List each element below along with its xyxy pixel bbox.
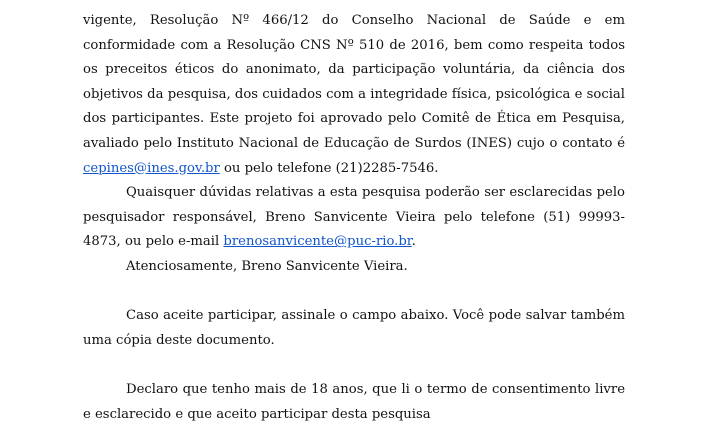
blank-line [83, 280, 625, 305]
consent-declaration: Declaro que tenho mais de 18 anos, que li o termo de consentimento livre e esclarecido e que aceito participar desta pesquisa [83, 381, 625, 422]
ethics-paragraph [83, 9, 625, 181]
ethics-phone-text: ou pelo telefone (21)2285-7546. [219, 160, 439, 176]
researcher-email-link[interactable]: brenosanvicente@puc-rio.br [223, 234, 412, 250]
document-body [83, 9, 625, 427]
ethics-text: vigente, Resolução Nº 466/12 do Conselho Nacional de Saúde e em conformidade com a Resolução CNS Nº 510 de 2016, bem como respeita todos os preceitos éticos do anonimato, da participação voluntária, da ciência dos objetivos da pesquisa, dos cuidados com a integridade física, psicológica e social dos participantes. Este projeto foi aprovado pelo Comitê de Ética em Pesquisa, avaliado pelo Instituto Nacional de Educação de Surdos (INES) cujo o contato é [83, 13, 625, 151]
contact-paragraph [83, 181, 625, 255]
closing-signature: Atenciosamente, Breno Sanvicente Vieira. [126, 258, 408, 274]
blank-line [83, 353, 625, 378]
cepines-email-link[interactable]: cepines@ines.gov.br [83, 160, 220, 176]
contact-text: Quaisquer dúvidas relativas a esta pesquisa poderão ser esclarecidas pelo pesquisador responsável, Breno Sanvicente Vieira pelo telefone (51) 99993-4873, ou pelo e-mail [83, 185, 625, 250]
instruction-paragraph: Caso aceite participar, assinale o campo abaixo. Você pode salvar também uma cópia deste documento. [83, 308, 625, 348]
contact-end-text: . [411, 234, 416, 250]
